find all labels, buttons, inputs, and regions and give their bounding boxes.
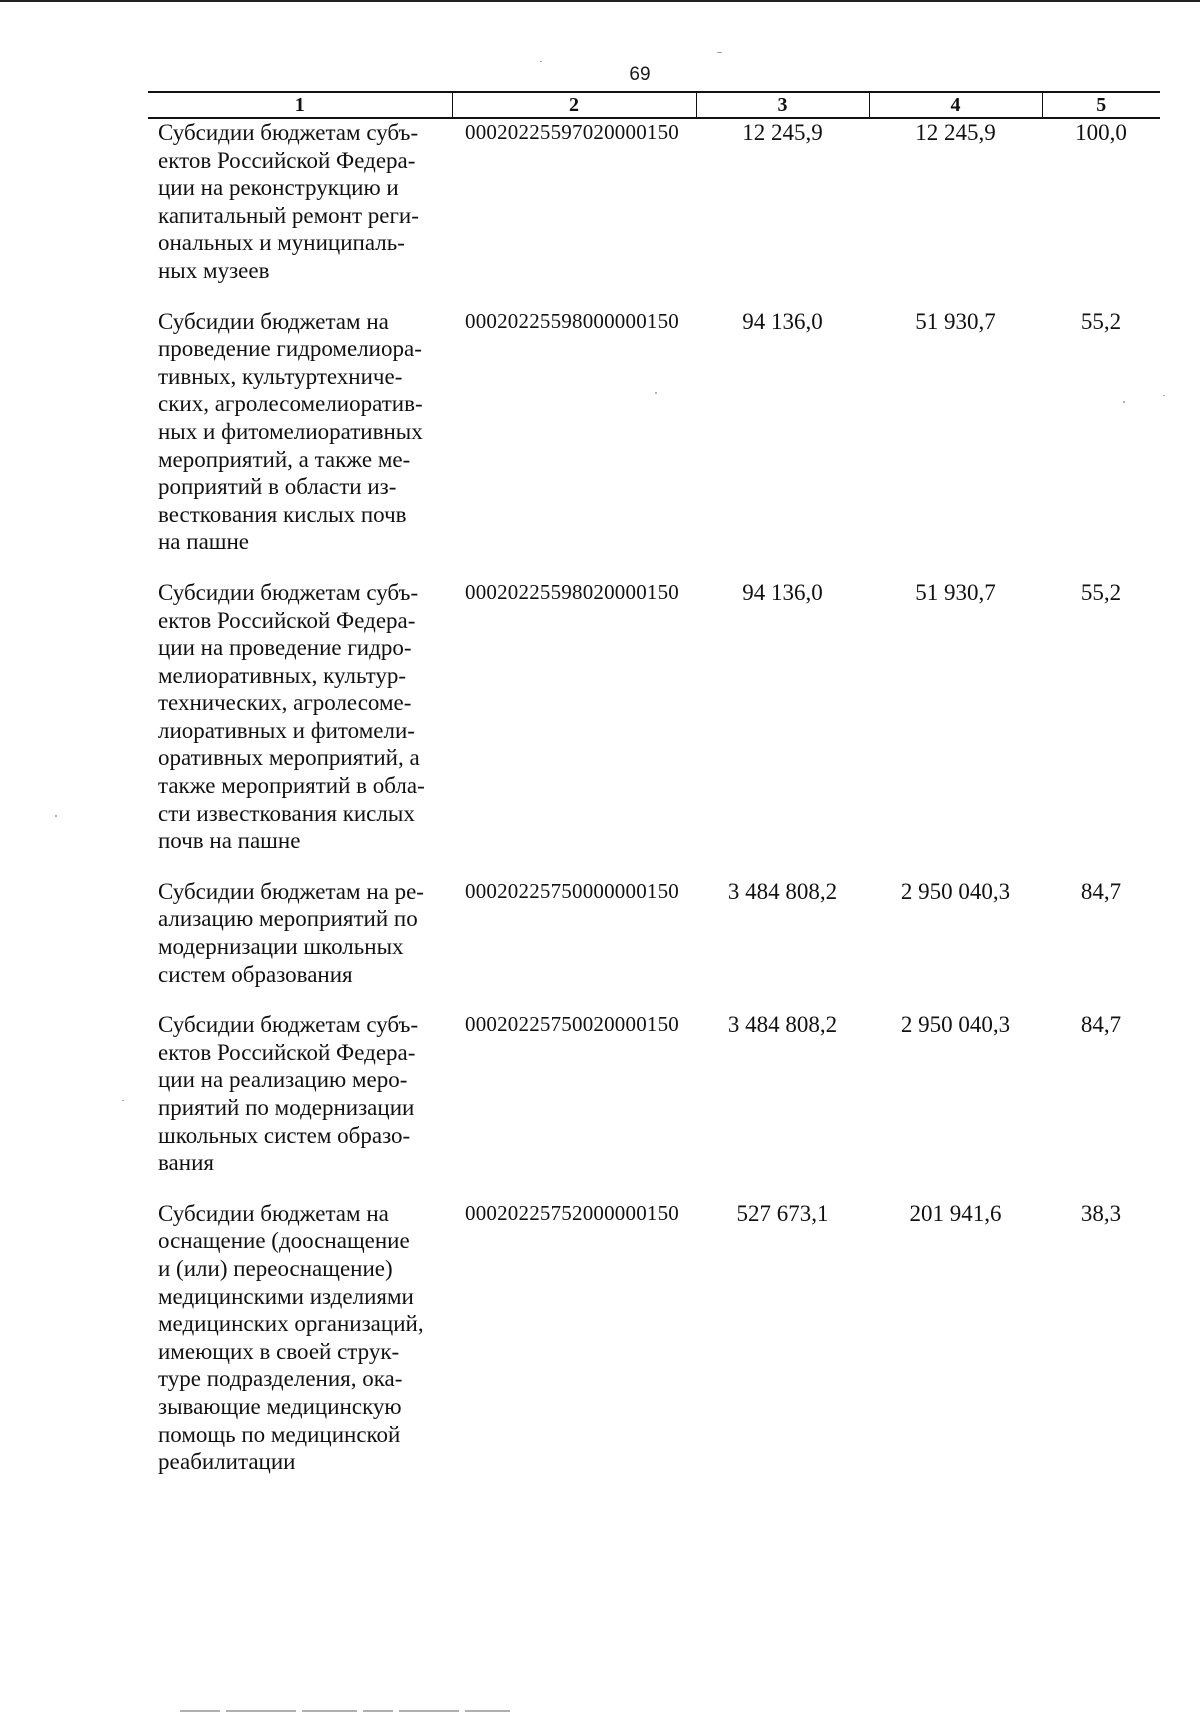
header-col-1: 1 [148, 92, 452, 118]
approved-amount: 527 673,1 [736, 1200, 829, 1226]
description-line: ных и фитомелиоративных [158, 418, 423, 444]
description-line: сти известкования кислых [158, 800, 415, 826]
description-line: ональных и муниципаль- [158, 230, 405, 256]
description-line: оративных мероприятий, а [158, 745, 420, 771]
row-description [148, 308, 452, 556]
table-row [148, 118, 1160, 285]
row-spacer [148, 1177, 1160, 1200]
table-row [148, 878, 1160, 988]
row-spacer [148, 855, 1160, 878]
budget-table [148, 91, 1160, 1476]
description-line: имеющих в своей струк- [158, 1338, 400, 1364]
description-line: ции на реконструкцию и [158, 175, 399, 201]
table-row [148, 579, 1160, 855]
execution-percent: 100,0 [1075, 120, 1127, 145]
description-line: Субсидии бюджетам субъ- [158, 579, 419, 605]
budget-classification-code: 00020225752000000150 [465, 1200, 679, 1225]
description-line: ских, агролесомелиоратив- [158, 391, 423, 417]
description-line: Субсидии бюджетам на [158, 1200, 389, 1226]
row-description [148, 1011, 452, 1177]
row-spacer-cell [148, 1177, 1160, 1200]
row-spacer-cell [148, 988, 1160, 1011]
header-col-3: 3 [696, 92, 869, 118]
executed-amount: 201 941,6 [909, 1200, 1002, 1226]
description-line: ектов Российской Федера- [158, 147, 416, 173]
row-spacer-cell [148, 285, 1160, 308]
description-line: лиоративных и фитомели- [158, 717, 415, 743]
execution-percent: 84,7 [1080, 878, 1122, 904]
row-description [148, 1200, 452, 1476]
scan-speck [1163, 395, 1165, 396]
description-line: капитальный ремонт реги- [158, 202, 419, 228]
description-line: мероприятий, а также ме- [158, 446, 411, 472]
description-line: реабилитации [158, 1449, 296, 1475]
executed-amount: 2 950 040,3 [900, 1012, 1011, 1038]
execution-percent: 55,2 [1080, 308, 1122, 334]
description-line: технических, агролесоме- [158, 690, 412, 716]
description-line: тивных, культуртехниче- [158, 363, 403, 389]
header-col-5: 5 [1042, 92, 1160, 118]
budget-classification-code: 00020225598020000150 [465, 579, 679, 604]
scan-speck [122, 1100, 124, 1101]
table-row [148, 1200, 1160, 1476]
description-line: систем образования [158, 961, 353, 987]
scan-bottom-marks [180, 1710, 600, 1713]
description-line: весткования кислых почв [158, 501, 407, 527]
approved-amount: 12 245,9 [742, 120, 823, 145]
description-line: ализацию мероприятий по [158, 906, 418, 932]
header-col-4: 4 [869, 92, 1042, 118]
description-line: школьных систем образо- [158, 1122, 411, 1148]
row-spacer [148, 556, 1160, 579]
description-line: также мероприятий в обла- [158, 773, 425, 799]
description-line: на пашне [158, 529, 250, 555]
budget-classification-code: 00020225750000000150 [465, 878, 679, 903]
description-line: помощь по медицинской [158, 1421, 401, 1447]
row-spacer [148, 285, 1160, 308]
budget-classification-code: 00020225597020000150 [465, 120, 679, 144]
description-line: мелиоративных, культур- [158, 662, 406, 688]
description-line: приятий по модернизации [158, 1095, 415, 1120]
table-header-row [148, 92, 1160, 118]
approved-amount: 3 484 808,2 [727, 1012, 838, 1038]
description-line: почв на пашне [158, 828, 301, 854]
table-row [148, 308, 1160, 556]
description-line: оснащение (дооснащение [158, 1228, 410, 1254]
page-number: 69 [629, 64, 651, 85]
description-line: медицинскими изделиями [158, 1283, 414, 1309]
description-line: туре подразделения, ока- [158, 1366, 403, 1392]
budget-classification-code: 00020225750020000150 [465, 1012, 679, 1037]
approved-amount: 3 484 808,2 [727, 878, 838, 904]
execution-percent: 55,2 [1080, 579, 1122, 605]
row-spacer [148, 988, 1160, 1011]
description-line: модернизации школьных [158, 934, 404, 960]
description-line: ции на проведение гидро- [158, 635, 412, 661]
description-line: медицинских организаций, [158, 1311, 424, 1337]
description-line: вания [158, 1150, 214, 1176]
row-description [148, 118, 452, 285]
description-line: зывающие медицинскую [158, 1393, 402, 1419]
scan-speck [540, 61, 542, 62]
description-line: ции на реализацию меро- [158, 1067, 408, 1093]
executed-amount: 51 930,7 [915, 579, 996, 605]
description-line: роприятий в области из- [158, 474, 397, 500]
executed-amount: 51 930,7 [915, 308, 996, 334]
scan-speck [55, 815, 57, 817]
execution-percent: 38,3 [1080, 1200, 1122, 1226]
description-line: ектов Российской Федера- [158, 607, 416, 633]
description-line: проведение гидромелиора- [158, 336, 422, 362]
description-line: ектов Российской Федера- [158, 1039, 416, 1065]
row-description [148, 878, 452, 988]
description-line: Субсидии бюджетам субъ- [158, 1012, 419, 1038]
row-spacer-cell [148, 855, 1160, 878]
row-description [148, 579, 452, 855]
row-spacer-cell [148, 556, 1160, 579]
executed-amount: 12 245,9 [915, 120, 996, 145]
header-col-2: 2 [452, 92, 696, 118]
approved-amount: 94 136,0 [742, 308, 823, 334]
description-line: и (или) переоснащение) [158, 1255, 393, 1281]
description-line: ных музеев [158, 257, 270, 283]
description-line: Субсидии бюджетам субъ- [158, 120, 419, 145]
description-line: Субсидии бюджетам на [158, 308, 389, 334]
execution-percent: 84,7 [1080, 1012, 1122, 1038]
scan-speck [717, 52, 722, 53]
table-row [148, 1011, 1160, 1177]
budget-classification-code: 00020225598000000150 [465, 308, 679, 333]
table-body [148, 118, 1160, 1476]
description-line: Субсидии бюджетам на ре- [158, 878, 424, 904]
approved-amount: 94 136,0 [742, 579, 823, 605]
page-top-edge [0, 0, 1200, 2]
executed-amount: 2 950 040,3 [900, 878, 1011, 904]
